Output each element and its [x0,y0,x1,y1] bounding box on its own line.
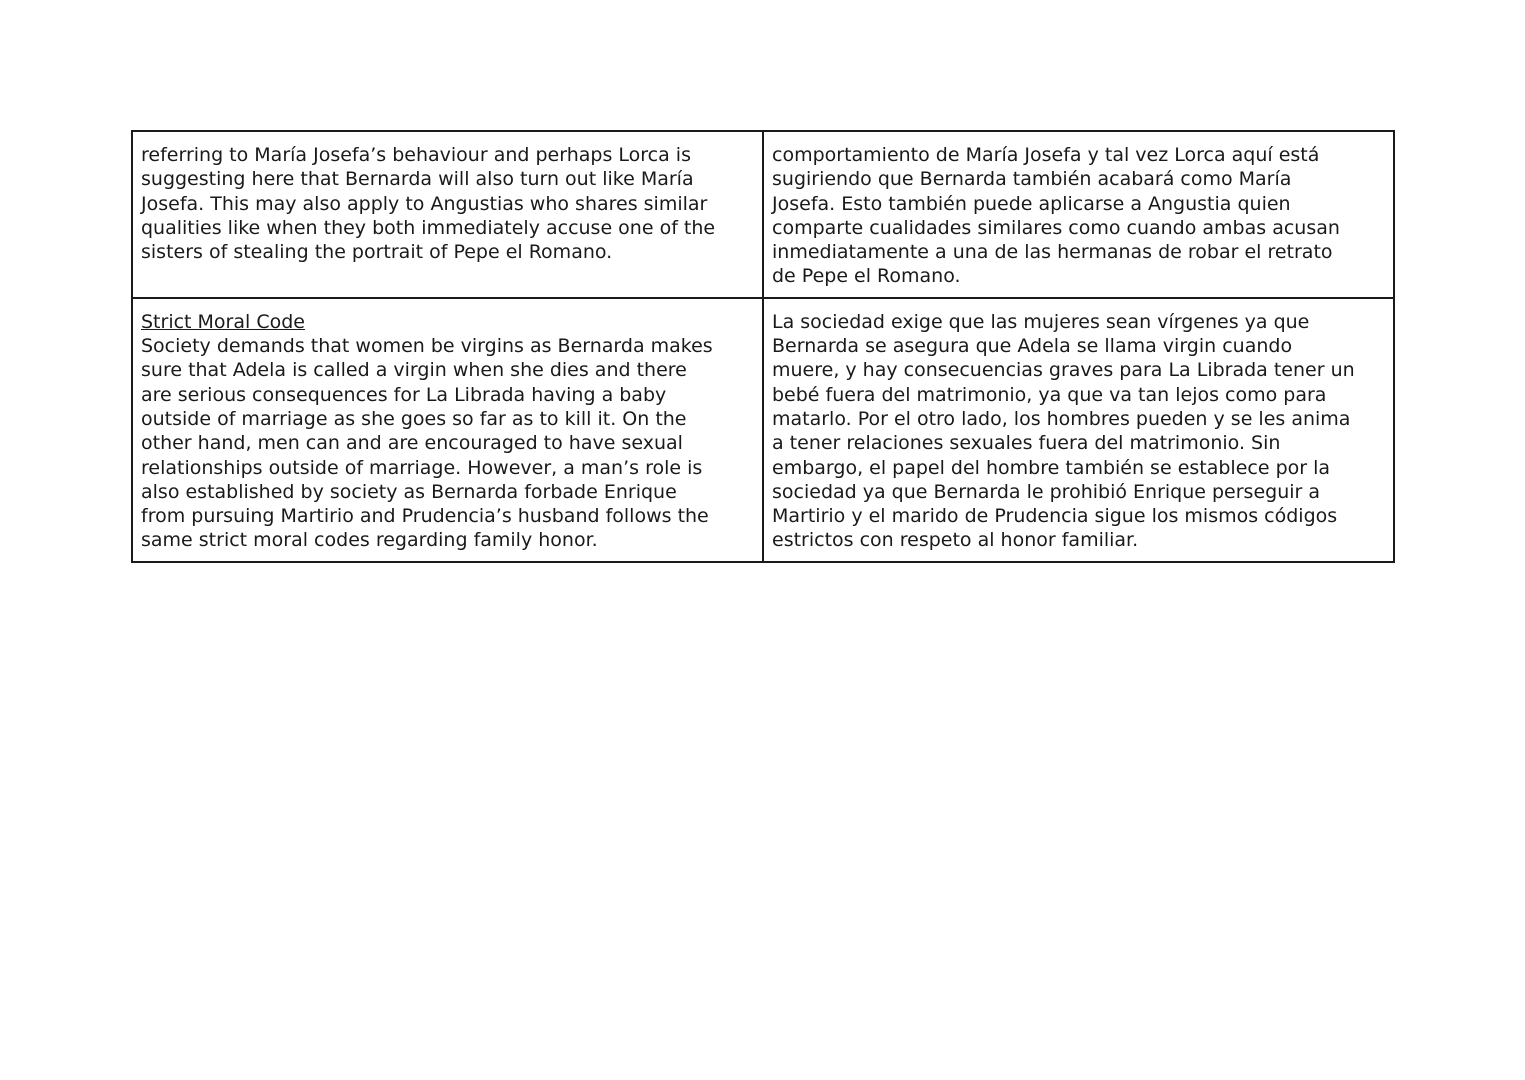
spanish-cell [763,298,1394,562]
text-line: are serious consequences for La Librada having a baby [141,383,667,406]
text-line: same strict moral codes regarding family honor. [141,529,598,552]
text-line: a tener relaciones sexuales fuera del matrimonio. Sin [772,432,1281,455]
text-line: bebé fuera del matrimonio, ya que va tan lejos como para [772,383,1327,406]
text-line: sugiriendo que Bernarda también acabará como María [772,168,1292,191]
text-line: comportamiento de María Josefa y tal vez Lorca aquí está [772,144,1320,166]
text-line: sure that Adela is called a virgin when she dies and there [141,359,687,382]
bilingual-table [131,130,1395,563]
text-line: from pursuing Martirio and Prudencia’s husband follows the [141,505,709,528]
english-cell [132,298,763,562]
text-line: Josefa. Esto también puede aplicarse a Angustia quien [772,192,1291,215]
text-line: Josefa. This may also apply to Angustias who shares similar [141,192,708,215]
text-line: muere, y hay consecuencias graves para La Librada tener un [772,359,1355,382]
text-line: de Pepe el Romano. [772,265,961,288]
text-line: La sociedad exige que las mujeres sean vírgenes ya que [772,310,1310,333]
text-line: embargo, el papel del hombre también se establece por la [772,456,1331,479]
text-line: referring to María Josefa’s behaviour and perhaps Lorca is [141,144,691,166]
text-line: sociedad ya que Bernarda le prohibió Enrique perseguir a [772,480,1321,503]
text-line: Bernarda se asegura que Adela se llama virgin cuando [772,335,1293,358]
text-line: inmediatamente a una de las hermanas de robar el retrato [772,241,1333,264]
text-line: Society demands that women be virgins as Bernarda makes [141,335,713,358]
text-line: estrictos con respeto al honor familiar. [772,529,1139,552]
text-line: Martirio y el marido de Prudencia sigue los mismos códigos [772,505,1338,528]
text-line: relationships outside of marriage. However, a man’s role is [141,456,703,479]
english-cell [132,131,763,298]
text-line: also established by society as Bernarda forbade Enrique [141,480,677,503]
text-line: other hand, men can and are encouraged to have sexual [141,432,683,455]
text-line: sisters of stealing the portrait of Pepe el Romano. [141,241,613,264]
table-row [132,298,1394,562]
table-row [132,131,1394,298]
text-line: matarlo. Por el otro lado, los hombres pueden y se les anima [772,407,1351,430]
text-line: qualities like when they both immediately accuse one of the [141,216,716,239]
spanish-cell [763,131,1394,298]
section-heading: Strict Moral Code [141,310,305,333]
text-line: comparte cualidades similares como cuando ambas acusan [772,216,1340,239]
text-line: outside of marriage as she goes so far as to kill it. On the [141,407,687,430]
text-line: suggesting here that Bernarda will also turn out like María [141,168,694,191]
